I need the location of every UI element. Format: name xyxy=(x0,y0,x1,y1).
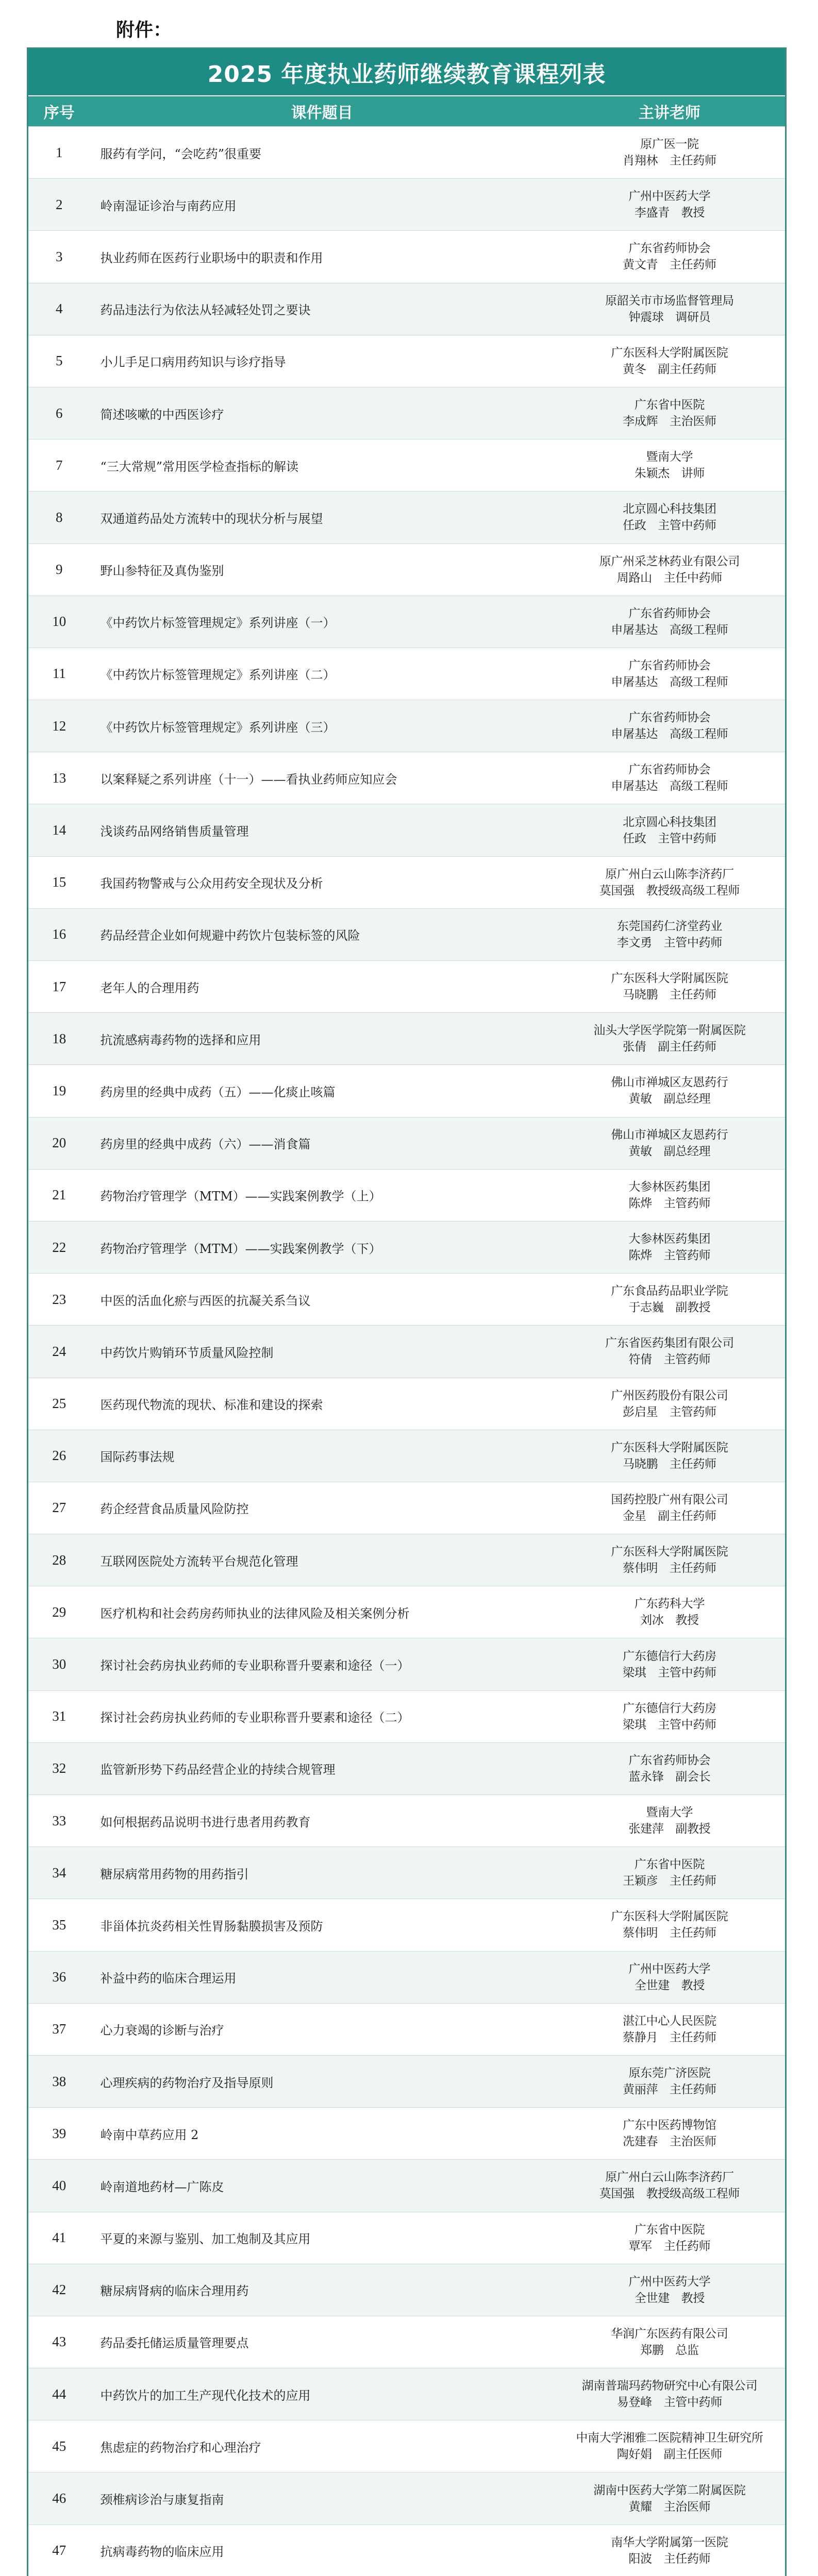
teacher-cell xyxy=(554,2420,785,2472)
teacher-cell xyxy=(554,2264,785,2316)
teacher-organization: 广州医药股份有限公司 xyxy=(611,1388,728,1402)
table-row xyxy=(28,1325,785,1377)
table-row xyxy=(28,1064,785,1116)
teacher-cell xyxy=(554,1117,785,1169)
row-number: 25 xyxy=(52,1396,66,1412)
course-title: 岭南中草药应用 2 xyxy=(100,2127,199,2142)
table-row xyxy=(28,178,785,230)
teacher-cell xyxy=(554,2212,785,2264)
teacher-cell xyxy=(554,648,785,700)
course-title: 《中药饮片标签管理规定》系列讲座（三） xyxy=(100,720,336,735)
table-row xyxy=(28,387,785,439)
teacher-organization: 广东医科大学附属医院 xyxy=(611,1910,728,1924)
teacher-organization: 中南大学湘雅二医院精神卫生研究所 xyxy=(576,2431,763,2445)
teacher-organization: 广州中医药大学 xyxy=(628,190,711,204)
table-row xyxy=(28,1221,785,1273)
table-row xyxy=(28,2472,785,2524)
teacher-organization: 东莞国药仁济堂药业 xyxy=(616,919,723,933)
table-row xyxy=(28,1169,785,1221)
row-number: 13 xyxy=(52,770,66,786)
teacher-cell xyxy=(554,2316,785,2368)
table-row xyxy=(28,126,785,178)
teacher-cell xyxy=(554,2056,785,2107)
teacher-organization: 广东省药师协会 xyxy=(628,1753,711,1767)
course-title: “三大常规”常用医学检查指标的解读 xyxy=(100,459,299,474)
teacher-organization: 广东德信行大药房 xyxy=(623,1701,716,1715)
teacher-name-title: 任政 主管中药师 xyxy=(623,519,716,533)
teacher-organization: 广东德信行大药房 xyxy=(623,1649,716,1663)
teacher-name-title: 陈烨 主管药师 xyxy=(628,1249,711,1263)
row-number: 22 xyxy=(52,1239,66,1255)
teacher-cell xyxy=(554,2525,785,2576)
teacher-cell xyxy=(554,1899,785,1951)
teacher-cell xyxy=(554,2160,785,2211)
teacher-name-title: 黄冬 副主任药师 xyxy=(623,362,716,376)
teacher-organization: 佛山市禅城区友恩药行 xyxy=(611,1128,728,1142)
teacher-organization: 暨南大学 xyxy=(646,450,693,464)
row-number: 31 xyxy=(52,1708,66,1724)
table-row xyxy=(28,2420,785,2472)
teacher-name-title: 申屠基达 高级工程师 xyxy=(611,623,728,637)
table-row xyxy=(28,335,785,387)
row-number: 33 xyxy=(52,1812,66,1828)
row-number: 32 xyxy=(52,1760,66,1776)
row-number: 43 xyxy=(52,2334,66,2350)
teacher-name-title: 肖翔林 主任药师 xyxy=(623,154,716,168)
teacher-name-title: 全世建 教授 xyxy=(634,2291,705,2305)
course-title: 岭南湿证诊治与南药应用 xyxy=(100,198,237,213)
row-number: 10 xyxy=(52,614,66,630)
course-title: 药企经营食品质量风险防控 xyxy=(100,1502,249,1517)
row-number: 26 xyxy=(52,1448,66,1464)
row-number: 15 xyxy=(52,874,66,890)
teacher-cell xyxy=(554,283,785,335)
teacher-organization: 北京圆心科技集团 xyxy=(623,815,716,829)
row-number: 37 xyxy=(52,2021,66,2037)
teacher-organization: 原广州白云山陈李济药厂 xyxy=(605,867,734,881)
course-table xyxy=(27,47,787,2576)
teacher-cell xyxy=(554,596,785,648)
course-title: 我国药物警戒与公众用药安全现状及分析 xyxy=(100,876,323,891)
teacher-organization: 佛山市禅城区友恩药行 xyxy=(611,1076,728,1090)
row-number: 30 xyxy=(52,1656,66,1672)
teacher-cell xyxy=(554,439,785,491)
teacher-cell xyxy=(554,1795,785,1846)
table-row xyxy=(28,2368,785,2420)
row-number: 6 xyxy=(56,405,63,421)
table-row xyxy=(28,230,785,282)
table-row xyxy=(28,2055,785,2107)
row-number: 11 xyxy=(52,666,66,682)
teacher-name-title: 于志巍 副教授 xyxy=(628,1301,711,1315)
course-title: 焦虑症的药物治疗和心理治疗 xyxy=(100,2440,261,2455)
table-row xyxy=(28,1117,785,1169)
teacher-name-title: 蔡伟明 主任药师 xyxy=(623,1926,716,1940)
teacher-organization: 广东中医药博物馆 xyxy=(623,2119,716,2132)
course-title: 双通道药品处方流转中的现状分析与展望 xyxy=(100,511,323,526)
table-row xyxy=(28,1951,785,2003)
course-title: 国际药事法规 xyxy=(100,1450,175,1465)
teacher-organization: 广东省中医院 xyxy=(634,1858,705,1872)
header-course: 课件题目 xyxy=(291,104,353,122)
teacher-name-title: 李文勇 主管中药师 xyxy=(616,936,723,950)
course-title: 老年人的合理用药 xyxy=(100,980,199,995)
course-title: 心理疾病的药物治疗及指导原则 xyxy=(100,2075,274,2090)
teacher-name-title: 申屠基达 高级工程师 xyxy=(611,727,728,741)
teacher-name-title: 冼建春 主治医师 xyxy=(623,2135,716,2149)
table-row xyxy=(28,908,785,960)
row-number: 39 xyxy=(52,2125,66,2141)
teacher-organization: 广东省药师协会 xyxy=(628,711,711,725)
teacher-cell xyxy=(554,1065,785,1116)
table-row xyxy=(28,544,785,596)
teacher-name-title: 莫国强 教授级高级工程师 xyxy=(599,884,740,897)
course-title: 糖尿病肾病的临床合理用药 xyxy=(100,2284,249,2299)
teacher-cell xyxy=(554,179,785,230)
row-number: 23 xyxy=(52,1291,66,1307)
row-number: 3 xyxy=(56,248,63,264)
teacher-name-title: 黄敏 副总经理 xyxy=(628,1092,711,1106)
teacher-name-title: 黄文青 主任药师 xyxy=(623,258,716,272)
teacher-organization: 广东医科大学附属医院 xyxy=(611,972,728,986)
course-title: 平夏的来源与鉴别、加工炮制及其应用 xyxy=(100,2232,311,2247)
teacher-name-title: 刘冰 教授 xyxy=(640,1614,699,1628)
teacher-cell xyxy=(554,1586,785,1638)
table-row xyxy=(28,2316,785,2368)
teacher-organization: 广东医科大学附属医院 xyxy=(611,1545,728,1559)
teacher-cell xyxy=(554,492,785,543)
course-title: 糖尿病常用药物的用药指引 xyxy=(100,1867,249,1882)
teacher-organization: 北京圆心科技集团 xyxy=(623,502,716,516)
row-number: 42 xyxy=(52,2282,66,2298)
course-title: 药物治疗管理学（MTM）——实践案例教学（上） xyxy=(100,1189,381,1204)
row-number: 27 xyxy=(52,1500,66,1516)
course-title: 《中药饮片标签管理规定》系列讲座（二） xyxy=(100,668,336,683)
teacher-name-title: 申屠基达 高级工程师 xyxy=(611,779,728,793)
course-title: 野山参特征及真伪鉴别 xyxy=(100,564,224,579)
teacher-cell xyxy=(554,2472,785,2524)
teacher-name-title: 申屠基达 高级工程师 xyxy=(611,675,728,689)
teacher-name-title: 蔡静月 主任药师 xyxy=(623,2030,716,2044)
teacher-cell xyxy=(554,335,785,387)
row-number: 4 xyxy=(56,301,63,317)
teacher-cell xyxy=(554,2004,785,2055)
row-number: 21 xyxy=(52,1187,66,1203)
course-title: 小儿手足口病用药知识与诊疗指导 xyxy=(100,355,286,370)
teacher-cell xyxy=(554,127,785,178)
teacher-cell xyxy=(554,1847,785,1899)
teacher-name-title: 彭启星 主管药师 xyxy=(623,1405,716,1419)
teacher-name-title: 梁琪 主管中药师 xyxy=(623,1666,716,1680)
teacher-organization: 南华大学附属第一医院 xyxy=(611,2535,728,2549)
teacher-name-title: 马晓鹏 主任药师 xyxy=(623,988,716,1002)
table-row xyxy=(28,2159,785,2211)
teacher-name-title: 易登峰 主管中药师 xyxy=(616,2396,723,2410)
teacher-name-title: 周路山 主任中药师 xyxy=(616,571,723,585)
row-number: 1 xyxy=(56,144,63,160)
row-number: 2 xyxy=(56,196,63,212)
table-row xyxy=(28,856,785,908)
course-title: 医疗机构和社会药房药师执业的法律风险及相关案例分析 xyxy=(100,1606,410,1621)
teacher-name-title: 李成辉 主治医师 xyxy=(623,415,716,429)
teacher-cell xyxy=(554,1326,785,1377)
row-number: 44 xyxy=(52,2386,66,2402)
row-number: 34 xyxy=(52,1865,66,1880)
teacher-cell xyxy=(554,909,785,960)
teacher-cell xyxy=(554,1743,785,1794)
teacher-name-title: 黄敏 副总经理 xyxy=(628,1144,711,1158)
table-row xyxy=(28,283,785,335)
teacher-organization: 华润广东医药有限公司 xyxy=(611,2327,728,2341)
course-title: 执业药师在医药行业职场中的职责和作用 xyxy=(100,250,323,265)
teacher-organization: 广东医科大学附属医院 xyxy=(611,1440,728,1454)
teacher-organization: 国药控股广州有限公司 xyxy=(611,1493,728,1506)
teacher-name-title: 阳波 主任药师 xyxy=(628,2552,711,2566)
row-number: 36 xyxy=(52,1969,66,1985)
course-title: 中药饮片购销环节质量风险控制 xyxy=(100,1345,274,1360)
teacher-organization: 原广州白云山陈李济药厂 xyxy=(605,2171,734,2184)
teacher-organization: 原广医一院 xyxy=(640,138,699,151)
row-number: 7 xyxy=(56,457,63,473)
row-number: 20 xyxy=(52,1135,66,1151)
teacher-organization: 广东省药师协会 xyxy=(628,606,711,620)
row-number: 38 xyxy=(52,2073,66,2089)
table-row xyxy=(28,700,785,752)
table-title: 2025 年度执业药师继续教育课程列表 xyxy=(28,49,785,95)
table-row xyxy=(28,1482,785,1534)
teacher-name-title: 覃军 主任药师 xyxy=(628,2239,711,2253)
teacher-organization: 汕头大学医学院第一附属医院 xyxy=(593,1024,746,1038)
table-row xyxy=(28,1846,785,1899)
teacher-cell xyxy=(554,1170,785,1221)
table-row xyxy=(28,2107,785,2159)
teacher-name-title: 任政 主管中药师 xyxy=(623,832,716,845)
header-teacher: 主讲老师 xyxy=(638,104,700,122)
teacher-name-title: 黄丽萍 主任药师 xyxy=(623,2083,716,2097)
row-number: 45 xyxy=(52,2438,66,2454)
teacher-cell xyxy=(554,387,785,439)
row-number: 19 xyxy=(52,1082,66,1098)
table-row xyxy=(28,491,785,543)
table-row xyxy=(28,2524,785,2576)
table-row xyxy=(28,804,785,856)
row-number: 12 xyxy=(52,718,66,734)
table-row xyxy=(28,1273,785,1325)
teacher-organization: 原韶关市市场监督管理局 xyxy=(605,294,734,308)
row-number: 35 xyxy=(52,1917,66,1933)
course-title: 互联网医院处方流转平台规范化管理 xyxy=(100,1554,298,1569)
course-title: 监管新形势下药品经营企业的持续合规管理 xyxy=(100,1762,336,1777)
course-title: 简述咳嗽的中西医诊疗 xyxy=(100,407,224,422)
teacher-organization: 广东省医药集团有限公司 xyxy=(605,1336,734,1350)
course-title: 非甾体抗炎药相关性胃肠黏膜损害及预防 xyxy=(100,1919,323,1934)
course-title: 药房里的经典中成药（六）——消食篇 xyxy=(100,1137,311,1152)
teacher-cell xyxy=(554,1222,785,1273)
table-row xyxy=(28,2212,785,2264)
table-header xyxy=(28,95,785,126)
row-number: 46 xyxy=(52,2490,66,2506)
teacher-name-title: 蔡伟明 主任药师 xyxy=(623,1562,716,1575)
teacher-organization: 广东省药师协会 xyxy=(628,242,711,256)
teacher-organization: 广东医科大学附属医院 xyxy=(611,346,728,360)
table-row xyxy=(28,1794,785,1846)
course-title: 颈椎病诊治与康复指南 xyxy=(100,2493,224,2507)
course-title: 药物治疗管理学（MTM）——实践案例教学（下） xyxy=(100,1241,381,1256)
course-title: 探讨社会药房执业药师的专业职称晋升要素和途径（二） xyxy=(100,1710,410,1725)
teacher-cell xyxy=(554,1534,785,1586)
teacher-organization: 广东药科大学 xyxy=(634,1597,705,1611)
table-body xyxy=(28,126,785,2576)
row-number: 47 xyxy=(52,2543,66,2558)
teacher-name-title: 陈烨 主管药师 xyxy=(628,1196,711,1210)
row-number: 16 xyxy=(52,926,66,942)
table-row xyxy=(28,1534,785,1586)
teacher-cell xyxy=(554,544,785,596)
course-title: 岭南道地药材—广陈皮 xyxy=(100,2179,224,2194)
teacher-name-title: 马晓鹏 主任药师 xyxy=(623,1457,716,1471)
row-number: 18 xyxy=(52,1030,66,1046)
course-title: 《中药饮片标签管理规定》系列讲座（一） xyxy=(100,616,336,631)
header-num: 序号 xyxy=(43,104,75,122)
teacher-organization: 湛江中心人民医院 xyxy=(623,2014,716,2028)
teacher-name-title: 郑鹏 总监 xyxy=(640,2343,699,2357)
row-number: 5 xyxy=(56,353,63,369)
table-row xyxy=(28,1378,785,1430)
row-number: 17 xyxy=(52,978,66,994)
table-row xyxy=(28,1899,785,1951)
course-title: 浅谈药品网络销售质量管理 xyxy=(100,824,249,839)
course-title: 抗病毒药物的临床应用 xyxy=(100,2545,224,2560)
teacher-organization: 湖南普瑞玛药物研究中心有限公司 xyxy=(581,2379,758,2393)
course-title: 心力衰竭的诊断与治疗 xyxy=(100,2023,224,2038)
course-title: 服药有学问，“会吃药”很重要 xyxy=(100,146,262,161)
course-title: 药品违法行为依法从轻减轻处罚之要诀 xyxy=(100,303,311,318)
teacher-organization: 湖南中医药大学第二附属医院 xyxy=(593,2483,746,2497)
row-number: 9 xyxy=(56,562,63,578)
teacher-organization: 广东食品药品职业学院 xyxy=(611,1284,728,1298)
teacher-organization: 广东省中医院 xyxy=(634,398,705,412)
course-title: 探讨社会药房执业药师的专业职称晋升要素和途径（一） xyxy=(100,1658,410,1673)
teacher-name-title: 钟震球 调研员 xyxy=(628,310,711,324)
course-title: 以案释疑之系列讲座（十一）——看执业药师应知应会 xyxy=(100,772,397,787)
teacher-cell xyxy=(554,804,785,856)
teacher-organization: 广东省药师协会 xyxy=(628,658,711,672)
row-number: 14 xyxy=(52,822,66,838)
row-number: 24 xyxy=(52,1343,66,1359)
teacher-organization: 广州中医药大学 xyxy=(628,2275,711,2289)
teacher-organization: 原广州采芝林药业有限公司 xyxy=(599,554,740,568)
course-title: 补益中药的临床合理运用 xyxy=(100,1971,237,1986)
teacher-name-title: 符倩 主管药师 xyxy=(628,1353,711,1367)
course-title: 药房里的经典中成药（五）——化痰止咳篇 xyxy=(100,1084,336,1099)
teacher-organization: 暨南大学 xyxy=(646,1806,693,1820)
teacher-name-title: 梁琪 主管中药师 xyxy=(623,1718,716,1732)
teacher-name-title: 王颖彦 主任药师 xyxy=(623,1874,716,1888)
teacher-cell xyxy=(554,1482,785,1534)
course-title: 中药饮片的加工生产现代化技术的应用 xyxy=(100,2388,311,2403)
teacher-cell xyxy=(554,1691,785,1742)
teacher-name-title: 张倩 副主任药师 xyxy=(623,1040,716,1054)
table-row xyxy=(28,439,785,491)
course-title: 抗流感病毒药物的选择和应用 xyxy=(100,1032,261,1047)
teacher-name-title: 金星 副主任药师 xyxy=(623,1509,716,1523)
teacher-cell xyxy=(554,857,785,908)
teacher-cell xyxy=(554,1378,785,1430)
table-row xyxy=(28,2264,785,2316)
teacher-name-title: 陶好娟 副主任医师 xyxy=(616,2448,723,2462)
table-row xyxy=(28,1012,785,1064)
teacher-cell xyxy=(554,231,785,282)
table-row xyxy=(28,1742,785,1794)
row-number: 40 xyxy=(52,2177,66,2193)
row-number: 28 xyxy=(52,1552,66,1568)
table-row xyxy=(28,960,785,1012)
teacher-cell xyxy=(554,1013,785,1064)
teacher-organization: 广东省中医院 xyxy=(634,2223,705,2236)
teacher-cell xyxy=(554,961,785,1012)
teacher-cell xyxy=(554,2108,785,2159)
teacher-name-title: 黄耀 主治医师 xyxy=(628,2500,711,2514)
table-row xyxy=(28,1586,785,1638)
teacher-cell xyxy=(554,1274,785,1325)
teacher-cell xyxy=(554,1430,785,1482)
course-title: 医药现代物流的现状、标准和建设的探索 xyxy=(100,1398,323,1413)
teacher-name-title: 李盛青 教授 xyxy=(634,206,705,220)
teacher-name-title: 张建萍 副教授 xyxy=(628,1822,711,1836)
table-row xyxy=(28,1430,785,1482)
course-title: 如何根据药品说明书进行患者用药教育 xyxy=(100,1815,311,1829)
table-row xyxy=(28,648,785,700)
teacher-cell xyxy=(554,2368,785,2420)
teacher-cell xyxy=(554,752,785,804)
attachment-label: 附件： xyxy=(116,20,172,41)
course-title: 药品经营企业如何规避中药饮片包装标签的风险 xyxy=(100,928,360,943)
table-row xyxy=(28,752,785,804)
table-row xyxy=(28,1638,785,1690)
teacher-organization: 大参林医药集团 xyxy=(628,1180,711,1194)
row-number: 41 xyxy=(52,2230,66,2246)
teacher-name-title: 蓝永锋 副会长 xyxy=(628,1770,711,1784)
teacher-name-title: 全世建 教授 xyxy=(634,1978,705,1992)
teacher-name-title: 朱颖杰 讲师 xyxy=(634,467,705,481)
table-row xyxy=(28,2003,785,2055)
teacher-cell xyxy=(554,1638,785,1690)
course-title: 中医的活血化瘀与西医的抗凝关系刍议 xyxy=(100,1293,311,1308)
teacher-name-title: 莫国强 教授级高级工程师 xyxy=(599,2187,740,2201)
teacher-organization: 大参林医药集团 xyxy=(628,1232,711,1246)
course-title: 药品委托储运质量管理要点 xyxy=(100,2336,249,2351)
row-number: 8 xyxy=(56,509,63,525)
row-number: 29 xyxy=(52,1604,66,1620)
teacher-organization: 广州中医药大学 xyxy=(628,1962,711,1976)
table-row xyxy=(28,596,785,648)
table-row xyxy=(28,1690,785,1742)
teacher-cell xyxy=(554,700,785,752)
teacher-organization: 原东莞广济医院 xyxy=(628,2066,711,2080)
teacher-organization: 广东省药师协会 xyxy=(628,763,711,777)
teacher-cell xyxy=(554,1952,785,2003)
